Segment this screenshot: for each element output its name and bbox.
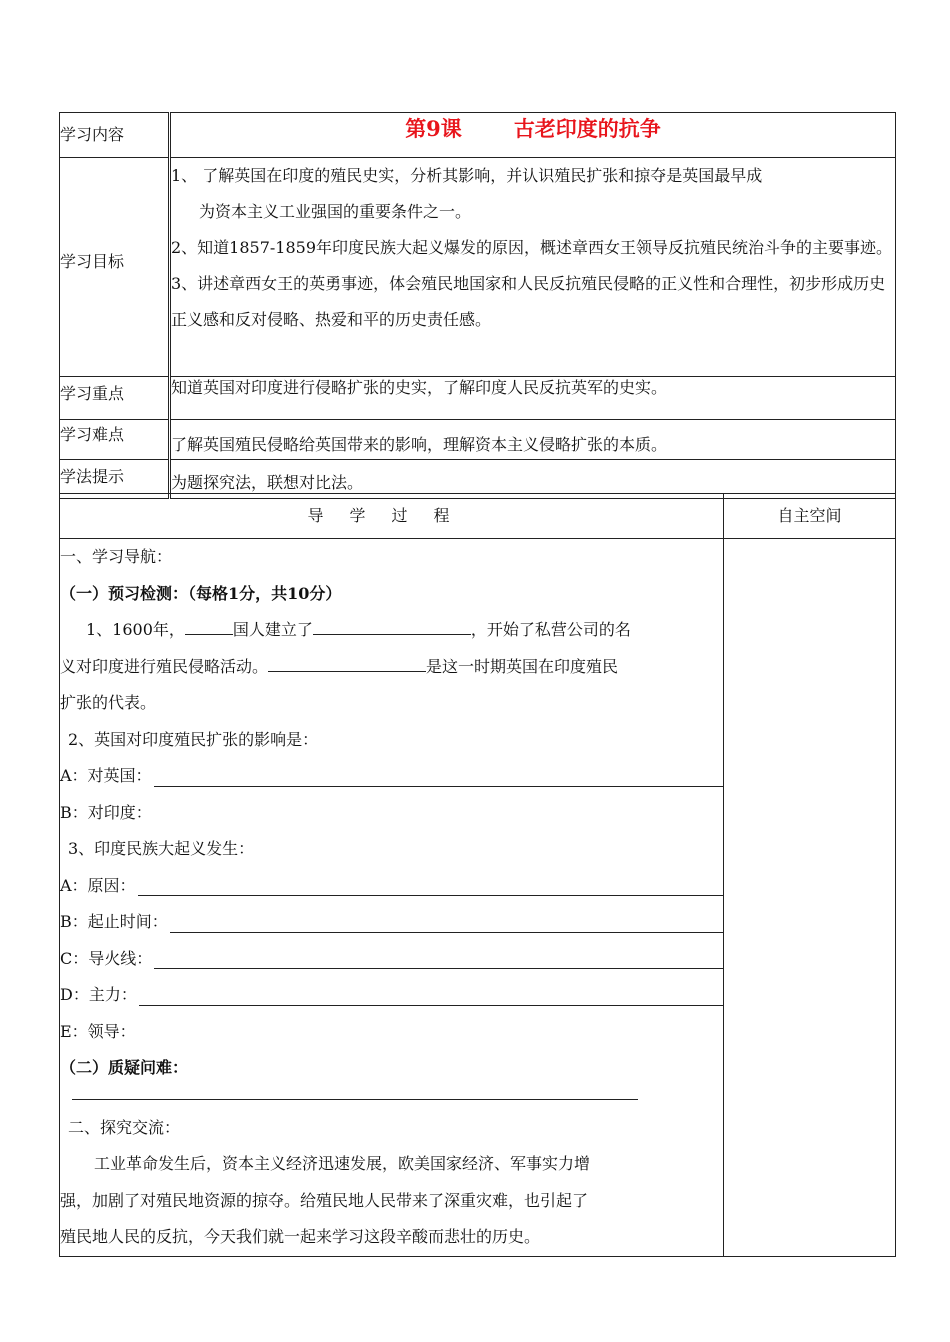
process-header-row	[60, 494, 896, 539]
method-text: 为题探究法，联想对比法。	[170, 460, 896, 499]
process-content-row	[60, 539, 896, 1257]
blank-questions[interactable]	[72, 1087, 638, 1100]
objectives-cell	[170, 158, 896, 377]
guide-process-table	[59, 493, 896, 1257]
content-label: 学习内容	[60, 113, 170, 158]
answer-row-period: B：起止时间：	[60, 904, 723, 941]
question-1-line-3: 扩张的代表。	[60, 693, 157, 712]
blank-britain[interactable]	[154, 766, 723, 787]
objective-3: 3、讲述章西女王的英勇事迹，体会殖民地国家和人民反抗殖民侵略的正义性和合理性，初步形成历史正义感和反对侵略、热爱和平的历史责任感。	[171, 274, 886, 329]
blank-company[interactable]	[313, 616, 471, 635]
question-1-line-2: 义对印度进行殖民侵略活动。 是这一时期英国在印度殖民	[60, 649, 723, 686]
answer-row-india: B：对印度：	[60, 802, 152, 822]
lesson-number: 第9课	[405, 116, 462, 141]
blank-representative[interactable]	[268, 653, 426, 672]
objective-1b: 为资本主义工业强国的重要条件之一。	[199, 202, 472, 221]
objective-1a: 1、 了解英国在印度的殖民史实，分析其影响，并认识殖民扩张和掠夺是英国最早成	[171, 166, 763, 185]
objectives-label: 学习目标	[60, 158, 170, 377]
key-text: 知道英国对印度进行侵略扩张的史实，了解印度人民反抗英军的史实。	[170, 377, 896, 420]
intro-paragraph-line-2: 强，加剧了对殖民地资源的掠夺。给殖民地人民带来了深重灾难，也引起了	[60, 1190, 589, 1210]
content-row	[60, 113, 896, 158]
lesson-info-table	[59, 112, 896, 499]
answer-row-main-force: D：主力：	[60, 977, 723, 1014]
blank-trigger[interactable]	[154, 948, 723, 969]
question-1-line-1: 1、1600年， 国人建立了 ，开始了私营公司的名	[60, 612, 723, 649]
preview-check-heading: （一）预习检测：（每格1分，共10分）	[60, 583, 342, 603]
question-2: 2、英国对印度殖民扩张的影响是：	[68, 729, 319, 749]
intro-paragraph-line-1: 工业革命发生后，资本主义经济迅速发展，欧美国家经济、军事实力增	[94, 1154, 591, 1173]
difficult-text: 了解英国殖民侵略给英国带来的影响，理解资本主义侵略扩张的本质。	[170, 420, 896, 460]
answer-row-leader: E：领导：	[60, 1021, 136, 1041]
blank-country[interactable]	[185, 616, 233, 635]
section-1-heading: 一、学习导航：	[60, 547, 173, 566]
section-2-heading: 二、探究交流：	[68, 1117, 181, 1137]
guide-content	[60, 539, 724, 1257]
key-row	[60, 377, 896, 420]
intro-paragraph-line-3: 殖民地人民的反抗，今天我们就一起来学习这段辛酸而悲壮的历史。	[60, 1227, 541, 1246]
guide-header: 导学过程	[60, 494, 724, 539]
answer-row-britain: A：对英国：	[60, 758, 723, 795]
questions-heading: （二）质疑问难：	[60, 1058, 189, 1077]
answer-row-cause: A：原因：	[60, 868, 723, 905]
blank-cause[interactable]	[138, 875, 723, 896]
method-label: 学法提示	[60, 460, 170, 499]
answer-row-trigger: C：导火线：	[60, 941, 723, 978]
difficult-label: 学习难点	[60, 420, 170, 460]
key-label: 学习重点	[60, 377, 170, 420]
objective-2: 2、知道1857-1859年印度民族大起义爆发的原因，概述章西女王领导反抗殖民统治斗争的主要事迹。	[171, 238, 893, 257]
space-header: 自主空间	[724, 494, 896, 539]
lesson-title-text: 古老印度的抗争	[513, 116, 661, 141]
question-3: 3、印度民族大起义发生：	[68, 839, 255, 858]
self-study-space[interactable]	[724, 539, 896, 1257]
lesson-title	[170, 113, 896, 158]
blank-main-force[interactable]	[139, 985, 723, 1006]
difficult-row	[60, 420, 896, 460]
objectives-row	[60, 158, 896, 377]
blank-period[interactable]	[170, 912, 723, 933]
